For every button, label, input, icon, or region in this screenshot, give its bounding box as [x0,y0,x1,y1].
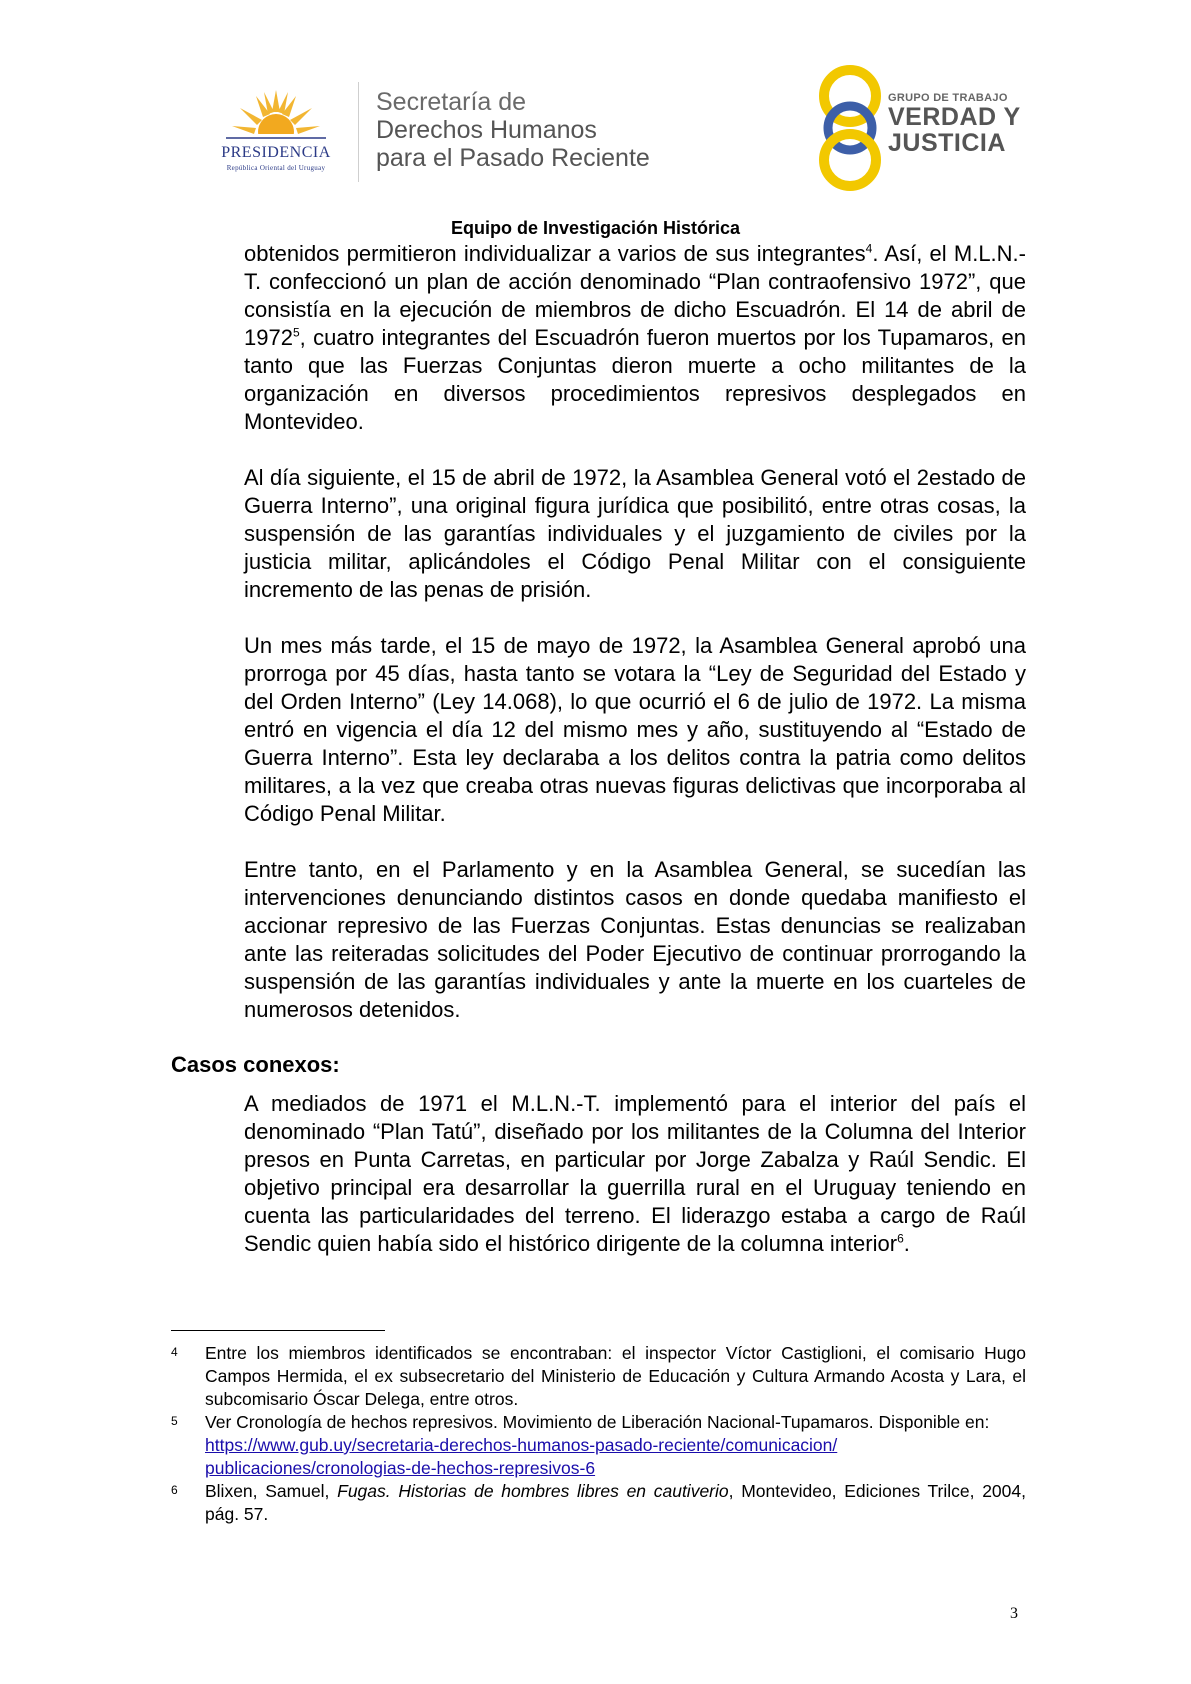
cronologia-link[interactable]: https://www.gub.uy/secretaria-derechos-humanos-pasado-reciente/comunicacion/ publicaciones/cronologias-de-hechos-represivos-6 [205,1435,838,1478]
secretaria-wordmark [376,88,650,172]
secretaria-line-1: Secretaría de [376,88,527,116]
secretaria-line-3: para el Pasado Reciente [376,144,650,172]
footnote-rule [171,1330,385,1331]
gtvj-wordmark [888,92,1021,156]
gtvj-line-2: VERDAD Y [888,103,1021,131]
footnote-number: 4 [171,1345,178,1359]
footnote-5 [171,1411,1026,1480]
gtvj-line-1: GRUPO DE TRABAJO [888,92,1008,104]
gtvj-line-3: JUSTICIA [888,129,1006,157]
footnote-text: Ver Cronología de hechos represivos. Movimiento de Liberación Nacional-Tupamaros. Disponible en: https://www.gub.uy/secretaria-derechos-humanos-pasado-reciente/comunicacion/ publicaciones/cronologias-de-hechos-represivos-6 [205,1412,990,1478]
footnote-4 [171,1342,1026,1411]
presidencia-subtitle: República Oriental del Uruguay [226,164,326,172]
page-header [0,0,1191,210]
paragraph-4: Entre tanto, en el Parlamento y en la Asamblea General, se sucedían las intervenciones denunciando distintos casos en donde quedaba manifiesto el accionar represivo de las Fuerzas Conjuntas. Estas denuncias se realizaban ante las reiteradas solicitudes del Poder Ejecutivo de continuar prorrogando la suspensión de las garantías individuales y ante la muerte en los cuarteles de numerosos detenidos. [244,857,1026,1022]
presidencia-title: PRESIDENCIA [221,144,331,161]
footnote-number: 5 [171,1414,178,1428]
footnote-ref-4[interactable]: 4 [865,241,873,256]
secretaria-line-2: Derechos Humanos [376,116,597,144]
footnote-6 [171,1480,1026,1526]
paragraph-1: obtenidos permitieron individualizar a varios de sus integrantes$^4$. Así, el M.L.N.-T. confeccionó un plan de acción denominado “Plan contraofensivo 1972”, que consistía en la ejecución de miembros de dicho Escuadrón. El 14 de abril de 1972$^5$, cuatro integrantes del Escuadrón fueron muertos por los Tupamaros, en tanto que las Fuerzas Conjuntas dieron muerte a ocho militantes de la organización en diversos procedimientos represivos desplegados en Montevideo. [244,241,1026,434]
body-text-2 [244,1090,1026,1286]
footnote-text: Blixen, Samuel, Fugas. Historias de hombres libres en cautiverio, Montevideo, Ediciones Trilce, 2004, pág. 57. [205,1481,1026,1524]
presidencia-logo [196,82,356,182]
footnote-ref-6[interactable]: 6 [897,1231,904,1246]
page-number: 3 [1010,1605,1018,1622]
paragraph-3: Un mes más tarde, el 15 de mayo de 1972, la Asamblea General aprobó una prorroga por 45 días, hasta tanto se votara la “Ley de Seguridad del Estado y del Orden Interno” (Ley 14.068), lo que ocurrió el 6 de julio de 1972. La misma entró en vigencia el día 12 del mismo mes y año, sustituyendo al “Estado de Guerra Interno”. Esta ley declaraba a los delitos contra la patria como delitos militares, a la vez que creaba otras nuevas figuras delictivas que incorporaba al Código Penal Militar. [244,633,1026,826]
body-text [244,240,1026,1052]
team-label: Equipo de Investigación Histórica [450,218,741,238]
paragraph-2: Al día siguiente, el 15 de abril de 1972, la Asamblea General votó el 2estado de Guerra Interno”, una original figura jurídica que posibilitó, entre otras cosas, la suspensión de las garantías individuales y el juzgamiento de civiles por la justicia militar, aplicándoles el Código Penal Militar con el consiguiente incremento de las penas de prisión. [244,465,1026,602]
book-title: Fugas. Historias de hombres libres en cautiverio [337,1481,729,1501]
gtvj-rings-icon [810,62,890,192]
footnote-ref-5[interactable]: 5 [292,325,300,340]
footnote-number: 6 [171,1483,178,1497]
footnotes [171,1342,1026,1526]
paragraph-5: A mediados de 1971 el M.L.N.-T. implementó para el interior del país el denominado “Plan Tatú”, diseñado por los militantes de la Columna del Interior presos en Punta Carretas, en particular por Jorge Zabalza y Raúl Sendic. El objetivo principal era desarrollar la guerrilla rural en el Uruguay teniendo en cuenta las particularidades del terreno. El liderazgo estaba a cargo de Raúl Sendic quien había sido el histórico dirigente de la columna interior$^6$. [244,1091,1026,1256]
footnote-text: Entre los miembros identificados se encontraban: el inspector Víctor Castiglioni, el comisario Hugo Campos Hermida, el ex subsecretario del Ministerio de Educación y Cultura Armando Acosta y Lara, el subcomisario Óscar Delega, entre otros. [205,1343,1026,1409]
sun-icon [196,82,356,144]
section-heading: Casos conexos: [171,1052,340,1077]
header-divider [358,82,359,182]
